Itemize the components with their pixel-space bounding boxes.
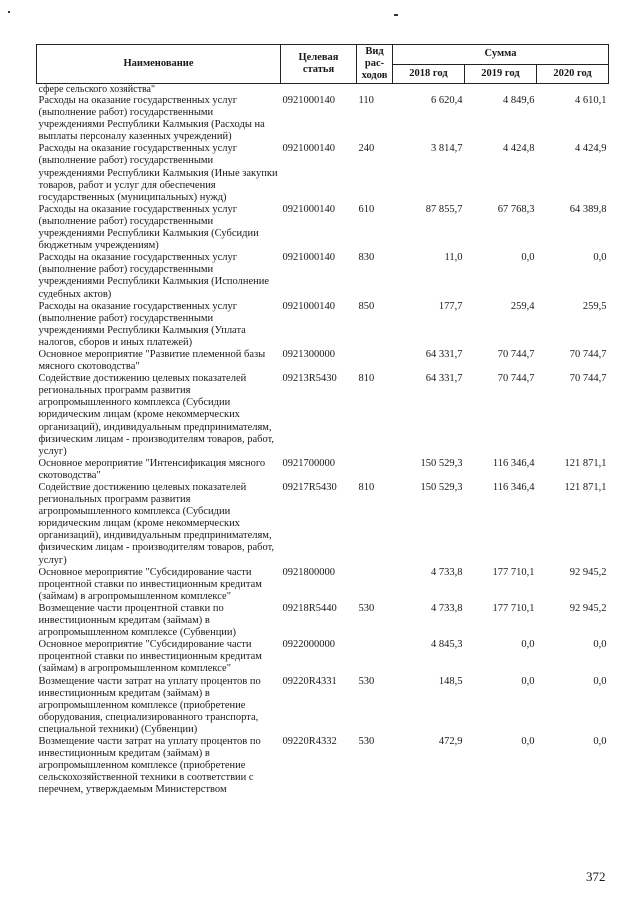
row-expense-type: 110 [358,95,374,106]
row-value-2019: 0,0 [521,639,535,651]
row-value-2019: 116 346,4 [492,457,535,469]
row-name: Расходы на оказание государственных услуг (выполнение работ) государственными учреждениями Республики Калмыкия (Расходы на выплаты персоналу казенных учреждений) [38,95,265,143]
row-value-2020: 259,5 [582,300,607,312]
row-value-2018: 148,5 [438,675,463,687]
row-target-article: 0921700000 [282,457,335,469]
row-name: Содействие достижению целевых показателей региональных программ развития агропромышленного комплекса (Субсидии юридическим лицам (кроме некоммерческих организаций), индивидуальным предпринимателям, физическим лицам - производителям товаров, работ, услуг) [38,373,275,457]
row-expense-type: 850 [358,300,375,312]
row-name: Расходы на оказание государственных услуг (выполнение работ) государственными учреждениями Республики Калмыкия (Уплата налогов, сборов и иных платежей) [38,300,246,348]
budget-table [36,44,609,796]
row-name: Основное мероприятие "Субсидирование части процентной ставки по инвестиционным кредитам (займам) в агропромышленном комплексе" [38,566,262,602]
row-expense-type: 810 [358,373,375,385]
row-value-2019: 0,0 [521,675,535,687]
scan-mark [8,11,10,13]
row-value-2019: 70 744,7 [497,348,535,360]
row-value-2020: 0,0 [593,639,607,651]
row-value-2019: 4 849,6 [503,95,535,106]
row-value-2020: 64 389,8 [569,203,607,215]
row-value-2019: 67 768,3 [497,203,535,215]
row-value-2020: 92 945,2 [569,566,607,578]
table-row [37,603,609,639]
row-value-2020: 0,0 [593,735,607,747]
row-value-2018: 4 733,8 [431,566,463,578]
row-value-2019: 0,0 [521,735,535,747]
row-value-2019: 177 710,1 [492,566,535,578]
header-year-2018: 2018 год [393,64,465,84]
row-target-article: 0921300000 [282,348,335,360]
row-value-2018: 472,9 [438,735,463,747]
header-expense-type: Вид рас- ходов [357,45,393,84]
row-target-article: 09220R4332 [282,735,337,747]
row-name: Расходы на оказание государственных услуг (выполнение работ) государственными учреждениями Республики Калмыкия (Субсидии бюджетным учреждениям) [38,203,259,252]
table-row [37,252,609,300]
row-expense-type: 810 [358,482,375,493]
table-row [37,482,609,567]
row-value-2019: 70 744,7 [497,373,535,385]
row-value-2018: 6 620,4 [431,95,463,106]
header-name: Наименование [37,45,281,84]
row-value-2018: 177,7 [438,300,463,312]
row-target-article: 09213R5430 [282,373,337,385]
row-target-article: 0921000140 [282,203,335,215]
row-expense-type [357,567,393,603]
row-value-2020: 0,0 [593,675,607,687]
header-year-2020: 2020 год [537,64,609,84]
table-row [37,373,609,458]
row-value-2018: 150 529,3 [420,457,463,469]
table-row [37,676,609,736]
row-expense-type [357,639,393,675]
row-target-article: 09217R5430 [282,482,337,493]
row-value-2018: 4 733,8 [431,602,463,614]
table-row [37,567,609,603]
continuation-text: сфере сельского хозяйства" [38,84,156,95]
row-target-article: 0921800000 [282,566,335,578]
continuation-row [37,84,609,96]
row-value-2020: 121 871,1 [564,482,607,493]
header-target-article: Целевая статья [281,45,357,84]
row-expense-type [357,349,393,373]
row-target-article: 09218R5440 [282,602,337,614]
row-value-2020: 4 610,1 [575,95,607,106]
row-expense-type: 240 [358,143,375,155]
row-expense-type: 530 [358,675,375,687]
row-name: Расходы на оказание государственных услуг (выполнение работ) государственными учреждениями Республики Калмыкия (Иные закупки товаров, работ и услуг для обеспечения государственных (муниципальных) нужд) [38,143,278,203]
row-value-2019: 116 346,4 [492,482,535,493]
row-name: Основное мероприятие "Развитие племенной базы мясного скотоводства" [38,348,266,373]
row-target-article: 0921000140 [282,252,335,264]
row-name: Расходы на оказание государственных услуг (выполнение работ) государственными учреждениями Республики Калмыкия (Исполнение судебных актов) [38,252,270,300]
row-value-2018: 150 529,3 [420,482,463,493]
table-row [37,639,609,675]
row-value-2020: 121 871,1 [564,457,607,469]
table-row [37,736,609,796]
row-expense-type [357,458,393,482]
row-value-2018: 87 855,7 [425,203,463,215]
row-value-2019: 177 710,1 [492,602,535,614]
table-row [37,143,609,203]
table-row [37,95,609,143]
row-value-2019: 4 424,8 [503,143,535,155]
row-value-2020: 70 744,7 [569,373,607,385]
table-row [37,458,609,482]
row-expense-type: 610 [358,203,375,215]
row-name: Основное мероприятие "Субсидирование части процентной ставки по инвестиционным кредитам (займам) в агропромышленном комплексе" [38,639,262,675]
row-value-2019: 259,4 [510,300,535,312]
page-number: 372 [586,869,606,884]
row-value-2018: 11,0 [444,252,463,264]
row-value-2020: 92 945,2 [569,602,607,614]
header-sum: Сумма [393,45,609,65]
row-value-2020: 0,0 [593,252,607,264]
row-target-article: 0921000140 [282,300,335,312]
row-name: Возмещение части процентной ставки по инвестиционным кредитам (займам) в агропромышленном комплексе (Субвенции) [38,602,237,639]
row-target-article: 0921000140 [282,143,335,155]
row-expense-type: 530 [358,602,375,614]
table-row [37,204,609,252]
row-expense-type: 530 [358,735,375,747]
row-expense-type: 830 [358,252,375,264]
row-target-article: 09220R4331 [282,675,337,687]
row-name: Возмещение части затрат на уплату процентов по инвестиционным кредитам (займам) в агропромышленном комплексе (приобретение оборудования, специализированного транспорта, специальной техники) (Субвенции) [38,675,261,735]
row-value-2020: 4 424,9 [575,143,607,155]
row-target-article: 0921000140 [282,95,335,106]
scan-mark [394,14,398,16]
row-value-2018: 3 814,7 [431,143,463,155]
header-year-2019: 2019 год [465,64,537,84]
row-name: Содействие достижению целевых показателей региональных программ развития агропромышленного комплекса (Субсидии юридическим лицам (кроме некоммерческих организаций), индивидуальным предпринимателям, физическим лицам - производителям товаров, работ, услуг) [38,482,275,566]
row-name: Основное мероприятие "Интенсификация мясного скотоводства" [38,457,266,481]
row-target-article: 0922000000 [282,639,335,651]
row-name: Возмещение части затрат на уплату процентов по инвестиционным кредитам (займам) в агропромышленном комплексе (приобретение сельскохозяйственной техники в соответствии с перечнем, утверждаемым Министерством [38,735,261,796]
row-value-2018: 64 331,7 [425,373,463,385]
row-value-2020: 70 744,7 [569,348,607,360]
table-row [37,301,609,349]
row-value-2019: 0,0 [521,252,535,264]
row-value-2018: 4 845,3 [431,639,463,651]
table-row [37,349,609,373]
row-value-2018: 64 331,7 [425,348,463,360]
